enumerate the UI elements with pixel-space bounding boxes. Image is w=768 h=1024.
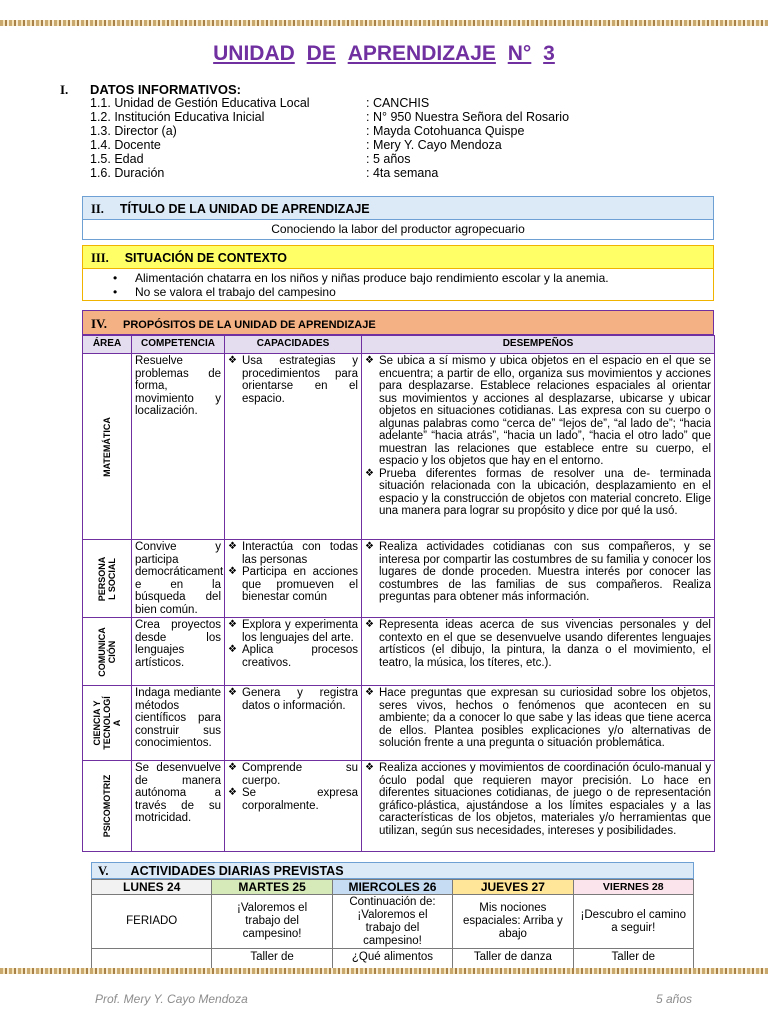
table-row bbox=[83, 618, 715, 686]
area-label bbox=[92, 696, 122, 750]
table-row bbox=[83, 761, 715, 852]
decorative-border-top bbox=[0, 20, 768, 26]
performance-item bbox=[365, 468, 711, 518]
datos-value: : Mayda Cotohuanca Quispe bbox=[366, 124, 525, 138]
section-heading: DATOS INFORMATIVOS: bbox=[90, 82, 241, 97]
datos-list bbox=[90, 96, 710, 180]
title-word: N° bbox=[507, 42, 532, 65]
diamond-bullet-icon: ❖ bbox=[228, 619, 237, 630]
competency-cell: Indaga mediante métodos científicos para construir sus conocimientos. bbox=[132, 686, 225, 761]
table-row bbox=[83, 354, 715, 540]
column-header: CAPACIDADES bbox=[225, 336, 362, 354]
performances-cell bbox=[362, 761, 715, 852]
capacities-cell bbox=[225, 354, 362, 540]
title-word: APRENDIZAJE bbox=[347, 42, 496, 65]
datos-key: 1.6. Duración bbox=[90, 166, 165, 180]
datos-value: : 5 años bbox=[366, 152, 411, 166]
capacities-cell bbox=[225, 761, 362, 852]
performance-item bbox=[365, 355, 711, 468]
title-word: UNIDAD bbox=[213, 42, 295, 65]
area-label-line: A bbox=[112, 719, 122, 727]
area-label bbox=[102, 417, 112, 477]
decorative-border-bottom bbox=[0, 968, 768, 974]
section-numeral: III. bbox=[91, 251, 109, 265]
capacities-cell bbox=[225, 686, 362, 761]
area-label-line: TECNOLOGÍ bbox=[102, 696, 112, 750]
diamond-bullet-icon: ❖ bbox=[228, 541, 237, 552]
performances-cell bbox=[362, 354, 715, 540]
table-row bbox=[83, 686, 715, 761]
performances-cell bbox=[362, 686, 715, 761]
diamond-bullet-icon: ❖ bbox=[365, 687, 374, 698]
day-header: JUEVES 27 bbox=[453, 880, 573, 895]
performance-text: Se ubica a sí mismo y ubica objetos en el espacio en el que se encuentra; a partir de ello, organiza sus movimientos y acciones para desplazarse. Establece relaciones espaciales al orientar sus movimientos y acciones al desplazarse, ubicarse y ubicar objetos en situaciones cotidianas. Las expresa con su cuerpo o algunas palabras como “cerca de” “lejos de”, “al lado de”; “hacia adelante” “hacia atrás”, “hacia un lado”, “hacia el otro lado” que muestran las relaciones que establece entre su cuerpo, el espacio y los objetos que hay en el entorno. bbox=[379, 355, 711, 467]
performance-text: Prueba diferentes formas de resolver una de- terminada situación relacionada con la ubicación, desplazamiento en el espacio y la construcción de objetos con material concreto. Elige una manera para lograr su propósito y dice por qué la usó. bbox=[379, 467, 711, 517]
day-activity: ¡Descubro el camino a seguir! bbox=[573, 895, 693, 949]
column-header: COMPETENCIA bbox=[132, 336, 225, 354]
performance-text: Realiza acciones y movimientos de coordinación óculo-manual y óculo podal que requieren mayor precisión. Lo hace en diferentes situaciones cotidianas, de juego o de representación gráfico-plástica, ajustándose a los límites espaciales y a las características de los objetos, materiales y/o herramientas que utilizan, según sus necesidades, intereses y posibilidades. bbox=[379, 762, 711, 837]
datos-value: : 4ta semana bbox=[366, 166, 439, 180]
capacity-item bbox=[228, 619, 358, 644]
diamond-bullet-icon: ❖ bbox=[228, 762, 237, 773]
diamond-bullet-icon: ❖ bbox=[365, 619, 374, 630]
day-workshop: Taller de bbox=[573, 949, 693, 974]
area-label-line: CIENCIA Y bbox=[92, 700, 102, 746]
list-item-text: Alimentación chatarra en los niños y niñas produce bajo rendimiento escolar y la anemia. bbox=[135, 271, 609, 285]
section-numeral: II. bbox=[91, 202, 104, 216]
performance-item bbox=[365, 541, 711, 604]
actividades-section bbox=[91, 862, 694, 974]
diamond-bullet-icon: ❖ bbox=[228, 787, 237, 798]
column-header: DESEMPEÑOS bbox=[362, 336, 715, 354]
capacity-text: Participa en acciones que promueven el bienestar común bbox=[242, 566, 358, 603]
section-numeral: IV. bbox=[91, 316, 108, 331]
section-heading: ACTIVIDADES DIARIAS PREVISTAS bbox=[130, 864, 344, 878]
day-header: LUNES 24 bbox=[92, 880, 212, 895]
area-label-line: PERSONA bbox=[97, 556, 107, 601]
capacities-cell bbox=[225, 540, 362, 618]
area-label-line: COMUNICA bbox=[97, 626, 107, 677]
datos-value: : CANCHIS bbox=[366, 96, 430, 110]
datos-key: 1.5. Edad bbox=[90, 152, 144, 166]
datos-row bbox=[90, 152, 710, 166]
section-heading: PROPÓSITOS DE LA UNIDAD DE APRENDIZAJE bbox=[123, 319, 376, 331]
table-header-row bbox=[83, 336, 715, 354]
section-heading: TÍTULO DE LA UNIDAD DE APRENDIZAJE bbox=[119, 202, 370, 216]
day-activity: Continuación de: ¡Valoremos el trabajo del campesino! bbox=[332, 895, 452, 949]
competency-cell: Se desenvuelve de manera autónoma a través de su motricidad. bbox=[132, 761, 225, 852]
performances-cell bbox=[362, 540, 715, 618]
activities-table bbox=[91, 879, 694, 974]
diamond-bullet-icon: ❖ bbox=[228, 566, 237, 577]
performance-item bbox=[365, 687, 711, 750]
datos-key: 1.2. Institución Educativa Inicial bbox=[90, 110, 265, 124]
capacity-text: Interactúa con todas las personas bbox=[242, 541, 358, 566]
diamond-bullet-icon: ❖ bbox=[365, 541, 374, 552]
titulo-section bbox=[82, 196, 714, 240]
capacity-item bbox=[228, 644, 358, 669]
table-row bbox=[83, 540, 715, 618]
diamond-bullet-icon: ❖ bbox=[365, 467, 374, 479]
capacities-cell bbox=[225, 618, 362, 686]
datos-row bbox=[90, 138, 710, 152]
capacity-text: Se expresa corporalmente. bbox=[242, 787, 358, 812]
datos-row bbox=[90, 124, 710, 138]
section-heading: SITUACIÓN DE CONTEXTO bbox=[124, 251, 287, 265]
section-header bbox=[91, 862, 694, 879]
diamond-bullet-icon: ❖ bbox=[228, 355, 237, 366]
capacity-item bbox=[228, 687, 358, 712]
capacity-text: Genera y registra datos o información. bbox=[242, 687, 358, 712]
datos-key: 1.3. Director (a) bbox=[90, 124, 177, 138]
performances-cell bbox=[362, 618, 715, 686]
footer-author: Prof. Mery Y. Cayo Mendoza bbox=[95, 992, 248, 1006]
capacity-item bbox=[228, 762, 358, 787]
datos-row bbox=[90, 110, 710, 124]
competency-cell: Crea proyectos desde los lenguajes artísticos. bbox=[132, 618, 225, 686]
title-word: DE bbox=[306, 42, 336, 65]
days-header-row bbox=[92, 880, 694, 895]
area-label-line: MATEMÁTICA bbox=[102, 416, 112, 477]
day-header: MIERCOLES 26 bbox=[332, 880, 452, 895]
section-header bbox=[82, 245, 714, 269]
datos-value: : Mery Y. Cayo Mendoza bbox=[366, 138, 502, 152]
list-item-text: No se valora el trabajo del campesino bbox=[135, 285, 336, 299]
bullet-icon: • bbox=[113, 285, 118, 299]
area-label bbox=[97, 556, 117, 601]
title-word: 3 bbox=[543, 42, 555, 65]
diamond-bullet-icon: ❖ bbox=[228, 687, 237, 698]
section-numeral: V. bbox=[98, 864, 109, 878]
datos-value: : N° 950 Nuestra Señora del Rosario bbox=[366, 110, 570, 124]
list-item bbox=[113, 271, 713, 285]
area-cell bbox=[83, 618, 132, 686]
footer-age: 5 años bbox=[655, 992, 692, 1006]
capacity-item bbox=[228, 541, 358, 566]
day-activity: ¡Valoremos el trabajo del campesino! bbox=[212, 895, 332, 949]
unit-title: Conociendo la labor del productor agropecuario bbox=[82, 220, 714, 240]
area-label bbox=[97, 627, 117, 677]
day-header: MARTES 25 bbox=[212, 880, 332, 895]
competency-cell: Resuelve problemas de forma, movimiento y localización. bbox=[132, 354, 225, 540]
section-numeral: I. bbox=[60, 82, 69, 97]
day-activity: Mis nociones espaciales: Arriba y abajo bbox=[453, 895, 573, 949]
performance-item bbox=[365, 762, 711, 837]
diamond-bullet-icon: ❖ bbox=[365, 762, 374, 773]
propositos-table bbox=[82, 335, 715, 852]
propositos-section bbox=[82, 310, 714, 852]
context-list bbox=[82, 269, 714, 301]
bullet-icon: • bbox=[113, 271, 118, 285]
capacity-text: Aplica procesos creativos. bbox=[242, 644, 358, 669]
area-label bbox=[102, 775, 112, 838]
diamond-bullet-icon: ❖ bbox=[365, 355, 374, 366]
section-header bbox=[82, 196, 714, 220]
area-label-line: PSICOMOTRIZ bbox=[102, 774, 112, 838]
area-cell bbox=[83, 540, 132, 618]
area-cell bbox=[83, 686, 132, 761]
column-header: ÁREA bbox=[83, 336, 132, 354]
capacity-item bbox=[228, 787, 358, 812]
area-cell bbox=[83, 354, 132, 540]
capacity-item bbox=[228, 566, 358, 604]
day-workshop: ¿Qué alimentos bbox=[332, 949, 452, 974]
performance-text: Realiza actividades cotidianas con sus compañeros, y se interesa por compartir las costumbres de su familia y conocer los lugares de donde proceden. Muestra interés por conocer las costumbres de las familias de sus compañeros. Realiza preguntas para obtener más información. bbox=[379, 541, 711, 603]
capacity-text: Usa estrategias y procedimientos para orientarse en el espacio. bbox=[242, 355, 358, 405]
area-label-line: L SOCIAL bbox=[107, 557, 117, 600]
capacity-text: Explora y experimenta los lenguajes del arte. bbox=[242, 619, 358, 644]
day-activity: FERIADO bbox=[92, 895, 212, 949]
activities-row bbox=[92, 895, 694, 949]
page-title bbox=[0, 42, 768, 66]
day-workshop: Taller de bbox=[212, 949, 332, 974]
competency-cell: Convive y participa democráticament e en la búsqueda del bien común. bbox=[132, 540, 225, 618]
performance-item bbox=[365, 619, 711, 669]
day-workshop: Taller de danza bbox=[453, 949, 573, 974]
area-label-line: CIÓN bbox=[107, 640, 117, 663]
datos-key: 1.1. Unidad de Gestión Educativa Local bbox=[90, 96, 310, 110]
diamond-bullet-icon: ❖ bbox=[228, 644, 237, 655]
list-item bbox=[113, 285, 713, 299]
datos-row bbox=[90, 96, 710, 110]
day-header: VIERNES 28 bbox=[573, 880, 693, 895]
performance-text: Representa ideas acerca de sus vivencias personales y del contexto en el que se desenvuelve usando diferentes lenguajes artísticos (el dibujo, la pintura, la danza o el movimiento, el teatro, la música, los títeres, etc.). bbox=[379, 619, 711, 669]
area-cell bbox=[83, 761, 132, 852]
performance-text: Hace preguntas que expresan su curiosidad sobre los objetos, seres vivos, hechos o fenómenos que acontecen en su ambiente; da a conocer lo que sabe y las ideas que tiene acerca de ellos. Plantea posibles explicaciones y/o alternativas de solución frente a una pregunta o situación problemática. bbox=[379, 687, 711, 749]
datos-key: 1.4. Docente bbox=[90, 138, 161, 152]
situacion-section bbox=[82, 245, 714, 301]
datos-row bbox=[90, 166, 710, 180]
capacity-item bbox=[228, 355, 358, 405]
section-header bbox=[82, 310, 714, 335]
capacity-text: Comprende su cuerpo. bbox=[242, 762, 358, 787]
